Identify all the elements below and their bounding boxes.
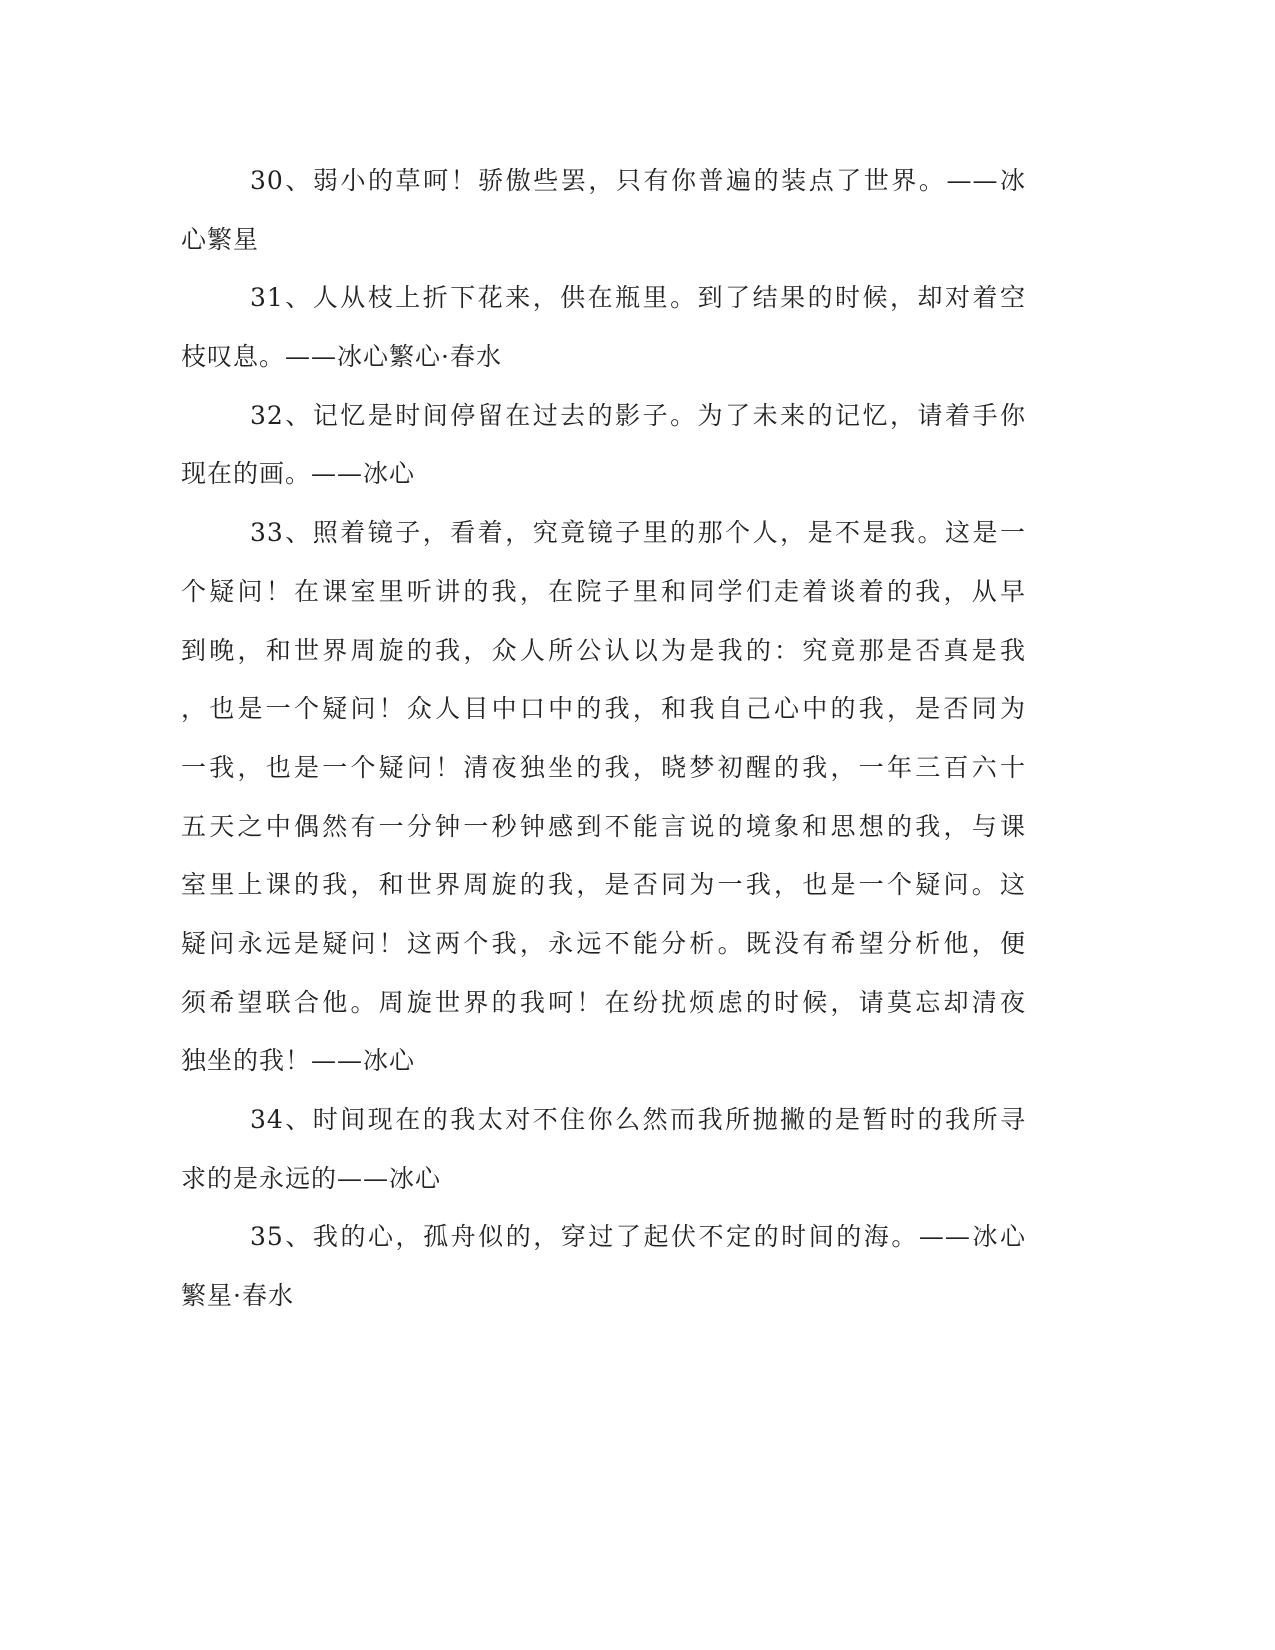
text-line: 34、时间现在的我太对不住你么然而我所抛撇的是暂时的我所寻 <box>250 1105 1026 1134</box>
text-line: 32、记忆是时间停留在过去的影子。为了未来的记忆，请着手你 <box>250 400 1026 430</box>
text-line: 个疑问！在课室里听讲的我，在院子里和同学们走着谈着的我，从早 <box>181 576 1026 606</box>
text-line: 须希望联合他。周旋世界的我呵！在纷扰烦虑的时候，请莫忘却清夜 <box>181 987 1026 1017</box>
text-line: 繁星·春水 <box>181 1281 294 1311</box>
document-page <box>181 152 1026 1326</box>
text-line: 35、我的心，孤舟似的，穿过了起伏不定的时间的海。——冰心 <box>250 1222 1026 1252</box>
text-line: 现在的画。——冰心 <box>181 459 416 489</box>
text-line: 疑问永远是疑问！这两个我，永远不能分析。既没有希望分析他，便 <box>181 928 1026 958</box>
quote-paragraph <box>181 269 1026 386</box>
quote-paragraph <box>181 1208 1026 1325</box>
text-line: 33、照着镜子，看着，究竟镜子里的那个人，是不是我。这是一 <box>250 518 1026 548</box>
text-line: 独坐的我！——冰心 <box>181 1046 416 1076</box>
text-line: 一我，也是一个疑问！清夜独坐的我，晓梦初醒的我，一年三百六十 <box>181 752 1026 782</box>
text-line: 室里上课的我，和世界周旋的我，是否同为一我，也是一个疑问。这 <box>181 870 1026 900</box>
text-line: 30、弱小的草呵！骄傲些罢，只有你普遍的装点了世界。——冰 <box>250 166 1026 195</box>
text-line: 31、人从枝上折下花来，供在瓶里。到了结果的时候，却对着空 <box>250 283 1026 313</box>
text-line: 五天之中偶然有一分钟一秒钟感到不能言说的境象和思想的我，与课 <box>181 811 1026 841</box>
text-line: ，也是一个疑问！众人目中口中的我，和我自己心中的我，是否同为 <box>181 694 1026 724</box>
text-line: 心繁星 <box>181 224 260 254</box>
quote-paragraph <box>181 1091 1026 1208</box>
quote-paragraph <box>181 504 1026 1091</box>
text-line: 求的是永远的——冰心 <box>181 1163 442 1193</box>
quote-paragraph <box>181 152 1026 269</box>
text-line: 枝叹息。——冰心繁心·春水 <box>181 342 502 372</box>
quote-paragraph <box>181 387 1026 504</box>
text-line: 到晚，和世界周旋的我，众人所公认以为是我的：究竟那是否真是我 <box>181 635 1026 665</box>
